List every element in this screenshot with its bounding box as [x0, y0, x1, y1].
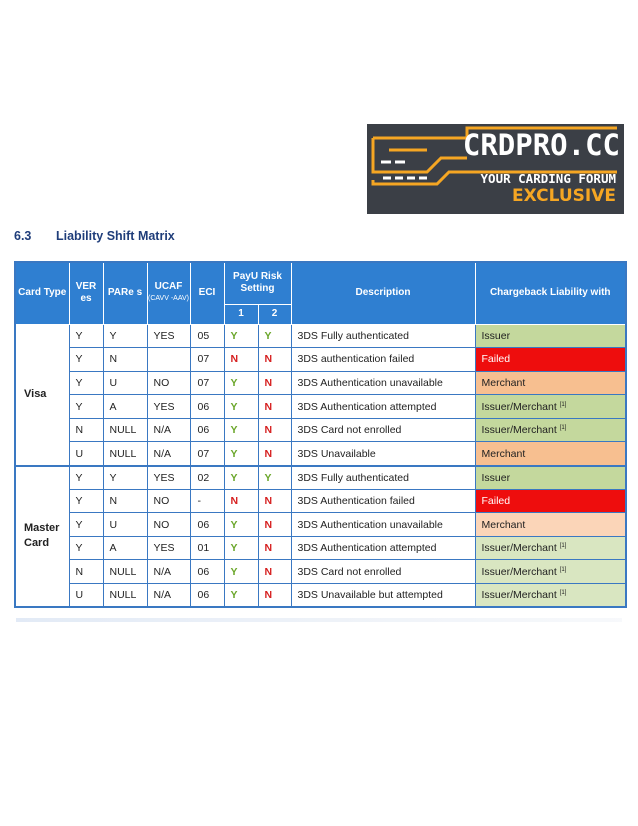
veres-cell: Y — [69, 395, 103, 419]
header-description: Description — [291, 262, 475, 324]
risk-setting-2-cell: N — [258, 395, 291, 419]
liability-label: Issuer/Merchant — [481, 565, 557, 578]
section-heading — [14, 229, 175, 243]
footnote-marker: [1] — [559, 566, 567, 573]
ucaf-cell: N/A — [147, 418, 190, 442]
header-eci: ECI — [190, 262, 224, 324]
description-cell: 3DS Authentication failed — [291, 489, 475, 513]
liability-label: Issuer/Merchant — [481, 542, 557, 555]
liability-label: Issuer/Merchant — [481, 424, 557, 437]
liability-cell — [475, 466, 626, 490]
description-cell: 3DS Authentication attempted — [291, 536, 475, 560]
header-ucaf — [147, 262, 190, 324]
table-row — [15, 324, 626, 348]
footnote-marker: [1] — [559, 401, 567, 408]
risk-setting-1-cell: Y — [224, 584, 258, 608]
crdpro-logo — [367, 124, 624, 214]
eci-cell: - — [190, 489, 224, 513]
veres-cell: N — [69, 560, 103, 584]
pares-cell: N — [103, 348, 147, 372]
risk-setting-2-cell: N — [258, 348, 291, 372]
ucaf-cell: N/A — [147, 442, 190, 466]
risk-setting-1-cell: Y — [224, 371, 258, 395]
ucaf-cell: N/A — [147, 584, 190, 608]
table-row — [15, 348, 626, 372]
table-row — [15, 584, 626, 608]
footnote-marker: [1] — [559, 543, 567, 550]
risk-setting-1-cell: N — [224, 489, 258, 513]
pares-cell: N — [103, 489, 147, 513]
ucaf-cell: NO — [147, 489, 190, 513]
faded-caption-line — [16, 618, 622, 622]
ucaf-cell — [147, 348, 190, 372]
liability-label: Issuer — [481, 471, 511, 484]
risk-setting-1-cell: N — [224, 348, 258, 372]
description-cell: 3DS Fully authenticated — [291, 466, 475, 490]
liability-cell — [475, 489, 626, 513]
risk-setting-2-cell: N — [258, 513, 291, 537]
pares-cell: A — [103, 536, 147, 560]
risk-setting-1-cell: Y — [224, 536, 258, 560]
liability-label: Failed — [481, 494, 511, 507]
liability-label: Issuer — [481, 329, 511, 342]
header-payu-2: 2 — [258, 304, 291, 324]
table-row — [15, 371, 626, 395]
risk-setting-1-cell: Y — [224, 513, 258, 537]
veres-cell: Y — [69, 348, 103, 372]
risk-setting-1-cell: Y — [224, 442, 258, 466]
veres-cell: Y — [69, 536, 103, 560]
table-row — [15, 395, 626, 419]
liability-cell — [475, 348, 626, 372]
risk-setting-2-cell: N — [258, 560, 291, 584]
ucaf-cell: NO — [147, 371, 190, 395]
header-card-type: Card Type — [15, 262, 69, 324]
veres-cell: Y — [69, 371, 103, 395]
ucaf-cell: YES — [147, 395, 190, 419]
eci-cell: 06 — [190, 584, 224, 608]
liability-cell — [475, 513, 626, 537]
veres-cell: Y — [69, 324, 103, 348]
table-row — [15, 536, 626, 560]
risk-setting-2-cell: N — [258, 418, 291, 442]
logo-tagline: EXCLUSIVE — [512, 186, 616, 206]
table-row — [15, 489, 626, 513]
card-type-cell: Visa — [15, 324, 69, 466]
header-payu: PayU Risk Setting — [224, 262, 291, 304]
risk-setting-2-cell: N — [258, 489, 291, 513]
pares-cell: NULL — [103, 418, 147, 442]
liability-cell — [475, 560, 626, 584]
table-row — [15, 418, 626, 442]
liability-cell — [475, 584, 626, 608]
liability-label: Merchant — [481, 376, 526, 389]
pares-cell: NULL — [103, 584, 147, 608]
description-cell: 3DS Unavailable but attempted — [291, 584, 475, 608]
liability-label: Merchant — [481, 518, 526, 531]
section-number: 6.3 — [14, 229, 32, 243]
footnote-marker: [1] — [559, 590, 567, 597]
description-cell: 3DS Card not enrolled — [291, 418, 475, 442]
header-liability: Chargeback Liability with — [475, 262, 626, 324]
description-cell: 3DS Unavailable — [291, 442, 475, 466]
veres-cell: Y — [69, 466, 103, 490]
eci-cell: 07 — [190, 371, 224, 395]
section-title: Liability Shift Matrix — [56, 229, 175, 243]
risk-setting-1-cell: Y — [224, 395, 258, 419]
liability-shift-table — [14, 261, 627, 608]
eci-cell: 06 — [190, 560, 224, 584]
eci-cell: 06 — [190, 513, 224, 537]
risk-setting-1-cell: Y — [224, 418, 258, 442]
liability-label: Merchant — [481, 447, 526, 460]
risk-setting-2-cell: N — [258, 536, 291, 560]
pares-cell: NULL — [103, 442, 147, 466]
liability-cell — [475, 371, 626, 395]
liability-label: Failed — [481, 353, 511, 366]
eci-cell: 05 — [190, 324, 224, 348]
table-row — [15, 466, 626, 490]
eci-cell: 06 — [190, 418, 224, 442]
eci-cell: 07 — [190, 442, 224, 466]
risk-setting-2-cell: N — [258, 584, 291, 608]
liability-cell — [475, 395, 626, 419]
table-body — [15, 324, 626, 607]
header-payu-1: 1 — [224, 304, 258, 324]
liability-label: Issuer/Merchant — [481, 589, 557, 602]
pares-cell: NULL — [103, 560, 147, 584]
pares-cell: U — [103, 371, 147, 395]
header-veres: VER es — [69, 262, 103, 324]
description-cell: 3DS Card not enrolled — [291, 560, 475, 584]
pares-cell: U — [103, 513, 147, 537]
veres-cell: Y — [69, 489, 103, 513]
liability-cell — [475, 418, 626, 442]
eci-cell: 02 — [190, 466, 224, 490]
ucaf-cell: NO — [147, 513, 190, 537]
veres-cell: U — [69, 584, 103, 608]
eci-cell: 01 — [190, 536, 224, 560]
eci-cell: 06 — [190, 395, 224, 419]
description-cell: 3DS Authentication unavailable — [291, 371, 475, 395]
header-pares: PARe s — [103, 262, 147, 324]
logo-subtitle: YOUR CARDING FORUM — [480, 171, 616, 186]
pares-cell: Y — [103, 466, 147, 490]
ucaf-cell: YES — [147, 466, 190, 490]
description-cell: 3DS authentication failed — [291, 348, 475, 372]
risk-setting-1-cell: Y — [224, 466, 258, 490]
liability-cell — [475, 536, 626, 560]
pares-cell: Y — [103, 324, 147, 348]
pares-cell: A — [103, 395, 147, 419]
risk-setting-2-cell: Y — [258, 466, 291, 490]
veres-cell: U — [69, 442, 103, 466]
veres-cell: Y — [69, 513, 103, 537]
footnote-marker: [1] — [559, 425, 567, 432]
ucaf-cell: N/A — [147, 560, 190, 584]
table-row — [15, 560, 626, 584]
ucaf-cell: YES — [147, 324, 190, 348]
logo-title: CRDPRO.CC — [462, 128, 620, 162]
risk-setting-2-cell: N — [258, 442, 291, 466]
risk-setting-2-cell: Y — [258, 324, 291, 348]
table-row — [15, 442, 626, 466]
risk-setting-2-cell: N — [258, 371, 291, 395]
header-ucaf-label: UCAF — [154, 281, 183, 293]
risk-setting-1-cell: Y — [224, 560, 258, 584]
risk-setting-1-cell: Y — [224, 324, 258, 348]
header-ucaf-sub: (CAVV -AAV) — [148, 295, 189, 303]
liability-cell — [475, 442, 626, 466]
description-cell: 3DS Authentication attempted — [291, 395, 475, 419]
liability-cell — [475, 324, 626, 348]
description-cell: 3DS Fully authenticated — [291, 324, 475, 348]
card-type-cell: Master Card — [15, 466, 69, 608]
eci-cell: 07 — [190, 348, 224, 372]
ucaf-cell: YES — [147, 536, 190, 560]
veres-cell: N — [69, 418, 103, 442]
description-cell: 3DS Authentication unavailable — [291, 513, 475, 537]
table-row — [15, 513, 626, 537]
liability-label: Issuer/Merchant — [481, 400, 557, 413]
